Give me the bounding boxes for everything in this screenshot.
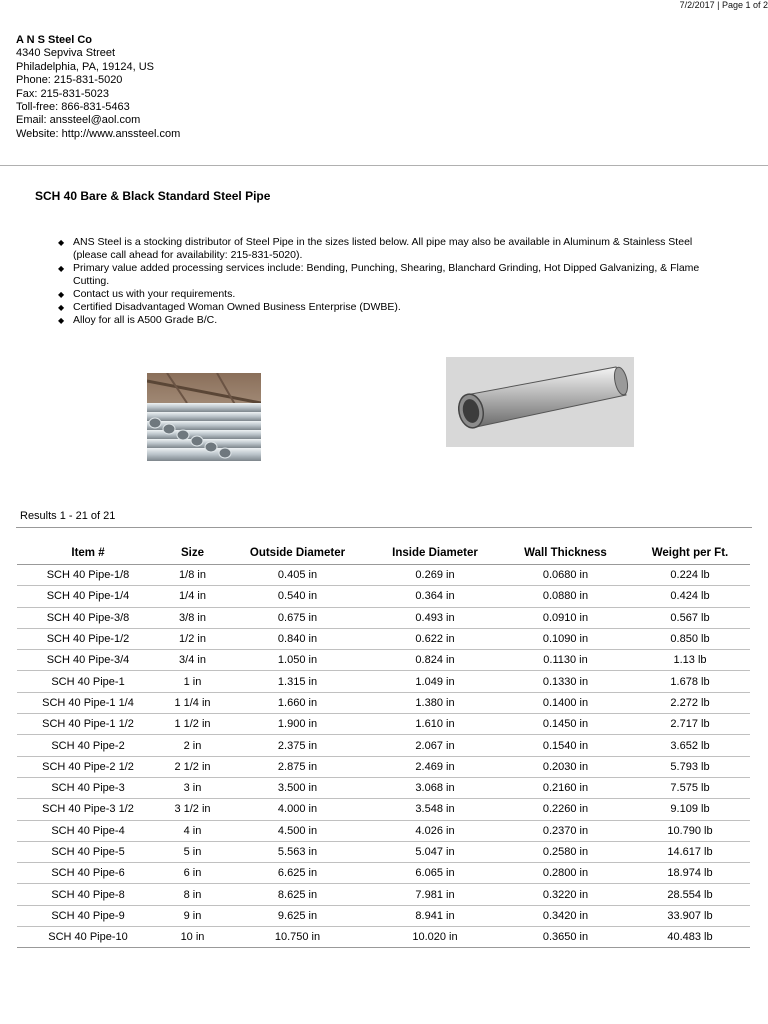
feature-item: ◆ ANS Steel is a stocking distributor of Steel Pipe in the sizes listed below. All pipe may also be available in Aluminum & Stainless Steel (please call ahead for availability: 215-831-5020). (58, 236, 723, 262)
header-divider (0, 165, 768, 166)
inside-diameter-cell: 1.380 in (369, 692, 501, 713)
table-row (17, 607, 750, 628)
outside-diameter-cell: 8.625 in (226, 884, 369, 905)
item-cell[interactable]: SCH 40 Pipe-1/2 (17, 628, 159, 649)
feature-item: ◆ Contact us with your requirements. (58, 288, 723, 301)
size-cell: 5 in (159, 841, 226, 862)
table-row (17, 841, 750, 862)
company-street: 4340 Sepviva Street (16, 47, 116, 60)
col-header-item[interactable]: Item # (17, 542, 159, 565)
item-cell[interactable]: SCH 40 Pipe-1 1/2 (17, 714, 159, 735)
wall-thickness-cell: 0.0880 in (501, 586, 630, 607)
wall-thickness-cell: 0.1130 in (501, 650, 630, 671)
weight-cell: 2.717 lb (630, 714, 750, 735)
company-info (16, 34, 180, 141)
size-cell: 1 1/2 in (159, 714, 226, 735)
item-cell[interactable]: SCH 40 Pipe-6 (17, 863, 159, 884)
outside-diameter-cell: 4.500 in (226, 820, 369, 841)
table-row (17, 927, 750, 948)
size-cell: 2 in (159, 735, 226, 756)
outside-diameter-cell: 0.840 in (226, 628, 369, 649)
wall-thickness-cell: 0.1540 in (501, 735, 630, 756)
item-cell[interactable]: SCH 40 Pipe-8 (17, 884, 159, 905)
size-cell: 3 in (159, 777, 226, 798)
company-email: Email: anssteel@aol.com (16, 114, 141, 127)
weight-cell: 0.567 lb (630, 607, 750, 628)
wall-thickness-cell: 0.2160 in (501, 777, 630, 798)
inside-diameter-cell: 3.548 in (369, 799, 501, 820)
table-row (17, 863, 750, 884)
inside-diameter-cell: 3.068 in (369, 777, 501, 798)
wall-thickness-cell: 0.3420 in (501, 905, 630, 926)
wall-thickness-cell: 0.2260 in (501, 799, 630, 820)
inside-diameter-cell: 4.026 in (369, 820, 501, 841)
wall-thickness-cell: 0.1090 in (501, 628, 630, 649)
weight-cell: 28.554 lb (630, 884, 750, 905)
item-cell[interactable]: SCH 40 Pipe-3 1/2 (17, 799, 159, 820)
wall-thickness-cell: 0.3220 in (501, 884, 630, 905)
wall-thickness-cell: 0.3650 in (501, 927, 630, 948)
inside-diameter-cell: 8.941 in (369, 905, 501, 926)
size-cell: 10 in (159, 927, 226, 948)
item-cell[interactable]: SCH 40 Pipe-3/4 (17, 650, 159, 671)
outside-diameter-cell: 0.405 in (226, 565, 369, 586)
results-count: Results 1 - 21 of 21 (20, 510, 116, 522)
weight-cell: 33.907 lb (630, 905, 750, 926)
size-cell: 9 in (159, 905, 226, 926)
wall-thickness-cell: 0.0910 in (501, 607, 630, 628)
table-row (17, 799, 750, 820)
table-row (17, 671, 750, 692)
item-cell[interactable]: SCH 40 Pipe-2 1/2 (17, 756, 159, 777)
size-cell: 6 in (159, 863, 226, 884)
item-cell[interactable]: SCH 40 Pipe-10 (17, 927, 159, 948)
size-cell: 1/8 in (159, 565, 226, 586)
outside-diameter-cell: 1.900 in (226, 714, 369, 735)
size-cell: 4 in (159, 820, 226, 841)
feature-item: ◆ Alloy for all is A500 Grade B/C. (58, 314, 723, 327)
table-header-row (17, 542, 750, 565)
col-header-size[interactable]: Size (159, 542, 226, 565)
pipe-illustration (446, 357, 634, 447)
weight-cell: 14.617 lb (630, 841, 750, 862)
size-cell: 8 in (159, 884, 226, 905)
item-cell[interactable]: SCH 40 Pipe-5 (17, 841, 159, 862)
stacked-pipes-photo (147, 373, 261, 461)
weight-cell: 0.424 lb (630, 586, 750, 607)
col-header-outside-diameter[interactable]: Outside Diameter (226, 542, 369, 565)
outside-diameter-cell: 4.000 in (226, 799, 369, 820)
table-row (17, 586, 750, 607)
size-cell: 1/4 in (159, 586, 226, 607)
outside-diameter-cell: 2.375 in (226, 735, 369, 756)
size-cell: 3/4 in (159, 650, 226, 671)
item-cell[interactable]: SCH 40 Pipe-2 (17, 735, 159, 756)
inside-diameter-cell: 5.047 in (369, 841, 501, 862)
wall-thickness-cell: 0.2580 in (501, 841, 630, 862)
outside-diameter-cell: 2.875 in (226, 756, 369, 777)
wall-thickness-cell: 0.2030 in (501, 756, 630, 777)
company-phone: Phone: 215-831-5020 (16, 74, 123, 87)
table-row (17, 628, 750, 649)
company-tollfree: Toll-free: 866-831-5463 (16, 101, 130, 114)
company-website: Website: http://www.anssteel.com (16, 127, 181, 140)
weight-cell: 5.793 lb (630, 756, 750, 777)
table-row (17, 735, 750, 756)
outside-diameter-cell: 9.625 in (226, 905, 369, 926)
outside-diameter-cell: 0.675 in (226, 607, 369, 628)
weight-cell: 1.13 lb (630, 650, 750, 671)
inside-diameter-cell: 1.610 in (369, 714, 501, 735)
weight-cell: 0.850 lb (630, 628, 750, 649)
weight-cell: 18.974 lb (630, 863, 750, 884)
item-cell[interactable]: SCH 40 Pipe-3 (17, 777, 159, 798)
wall-thickness-cell: 0.1450 in (501, 714, 630, 735)
inside-diameter-cell: 2.067 in (369, 735, 501, 756)
weight-cell: 1.678 lb (630, 671, 750, 692)
wall-thickness-cell: 0.1400 in (501, 692, 630, 713)
weight-cell: 2.272 lb (630, 692, 750, 713)
size-cell: 1 1/4 in (159, 692, 226, 713)
table-row (17, 905, 750, 926)
col-header-wall-thickness[interactable]: Wall Thickness (501, 542, 630, 565)
feature-item: ◆ Certified Disadvantaged Woman Owned Business Enterprise (DWBE). (58, 301, 723, 314)
size-cell: 2 1/2 in (159, 756, 226, 777)
inside-diameter-cell: 2.469 in (369, 756, 501, 777)
inside-diameter-cell: 10.020 in (369, 927, 501, 948)
inside-diameter-cell: 0.493 in (369, 607, 501, 628)
size-cell: 1/2 in (159, 628, 226, 649)
inside-diameter-cell: 7.981 in (369, 884, 501, 905)
company-name: A N S Steel Co (16, 34, 92, 46)
weight-cell: 0.224 lb (630, 565, 750, 586)
weight-cell: 3.652 lb (630, 735, 750, 756)
size-cell: 1 in (159, 671, 226, 692)
item-cell[interactable]: SCH 40 Pipe-1 (17, 671, 159, 692)
inside-diameter-cell: 0.269 in (369, 565, 501, 586)
table-row (17, 884, 750, 905)
item-cell[interactable]: SCH 40 Pipe-9 (17, 905, 159, 926)
size-cell: 3 1/2 in (159, 799, 226, 820)
table-divider (16, 527, 752, 528)
size-cell: 3/8 in (159, 607, 226, 628)
table-row (17, 692, 750, 713)
inside-diameter-cell: 0.824 in (369, 650, 501, 671)
outside-diameter-cell: 3.500 in (226, 777, 369, 798)
table-row (17, 565, 750, 586)
item-cell[interactable]: SCH 40 Pipe-1 1/4 (17, 692, 159, 713)
table-row (17, 756, 750, 777)
table-row (17, 820, 750, 841)
item-cell[interactable]: SCH 40 Pipe-4 (17, 820, 159, 841)
feature-item: ◆ Primary value added processing services include: Bending, Punching, Shearing, Blanchard Grinding, Hot Dipped Galvanizing, & Flame Cutting. (58, 262, 723, 288)
table-row (17, 650, 750, 671)
inside-diameter-cell: 6.065 in (369, 863, 501, 884)
outside-diameter-cell: 6.625 in (226, 863, 369, 884)
item-cell[interactable]: SCH 40 Pipe-3/8 (17, 607, 159, 628)
feature-list (58, 236, 723, 327)
wall-thickness-cell: 0.2370 in (501, 820, 630, 841)
table-row (17, 777, 750, 798)
section-title: SCH 40 Bare & Black Standard Steel Pipe (35, 189, 271, 203)
page-stamp: 7/2/2017 | Page 1 of 2 (679, 0, 768, 10)
weight-cell: 7.575 lb (630, 777, 750, 798)
inside-diameter-cell: 0.364 in (369, 586, 501, 607)
col-header-inside-diameter[interactable]: Inside Diameter (369, 542, 501, 565)
outside-diameter-cell: 1.660 in (226, 692, 369, 713)
col-header-weight[interactable]: Weight per Ft. (630, 542, 750, 565)
company-fax: Fax: 215-831-5023 (16, 87, 109, 100)
inside-diameter-cell: 1.049 in (369, 671, 501, 692)
company-city: Philadelphia, PA, 19124, US (16, 60, 154, 73)
wall-thickness-cell: 0.2800 in (501, 863, 630, 884)
item-cell[interactable]: SCH 40 Pipe-1/8 (17, 565, 159, 586)
weight-cell: 40.483 lb (630, 927, 750, 948)
pipe-table (17, 542, 750, 948)
outside-diameter-cell: 10.750 in (226, 927, 369, 948)
item-cell[interactable]: SCH 40 Pipe-1/4 (17, 586, 159, 607)
outside-diameter-cell: 5.563 in (226, 841, 369, 862)
wall-thickness-cell: 0.0680 in (501, 565, 630, 586)
outside-diameter-cell: 1.050 in (226, 650, 369, 671)
weight-cell: 10.790 lb (630, 820, 750, 841)
weight-cell: 9.109 lb (630, 799, 750, 820)
table-row (17, 714, 750, 735)
wall-thickness-cell: 0.1330 in (501, 671, 630, 692)
outside-diameter-cell: 1.315 in (226, 671, 369, 692)
inside-diameter-cell: 0.622 in (369, 628, 501, 649)
outside-diameter-cell: 0.540 in (226, 586, 369, 607)
